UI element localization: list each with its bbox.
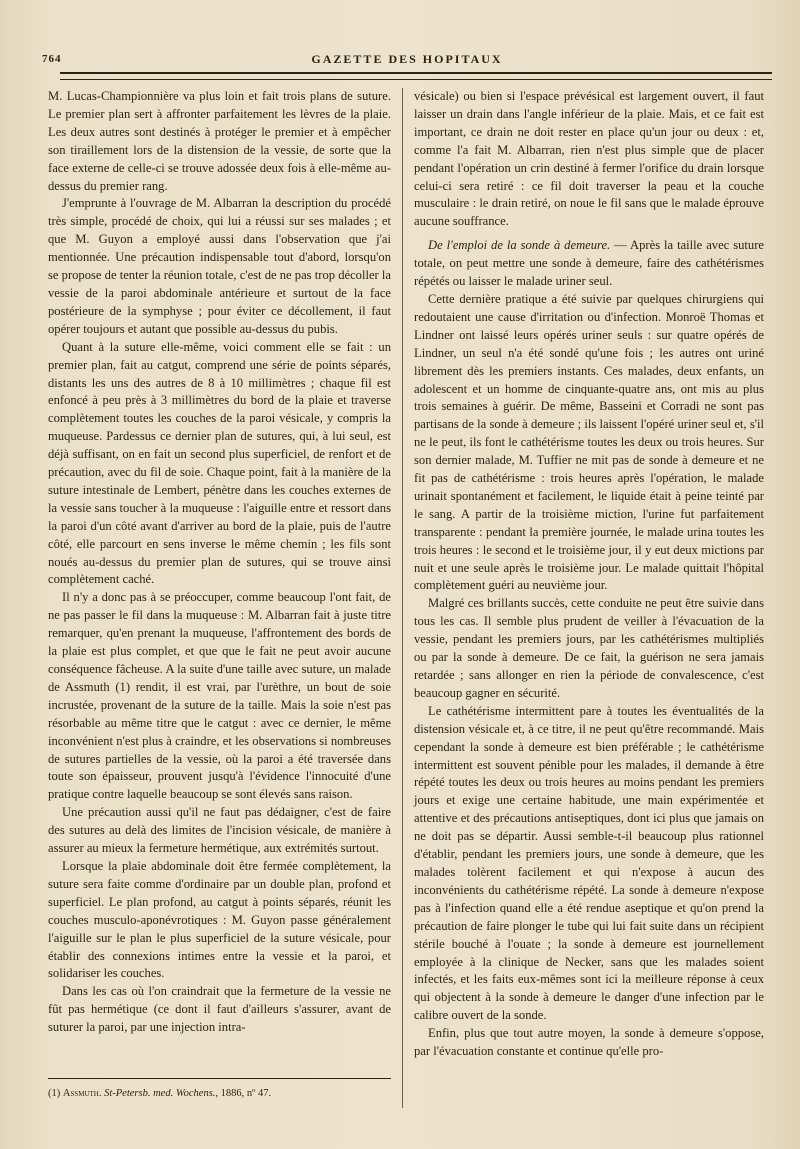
publication-title: GAZETTE DES HOPITAUX xyxy=(311,52,503,66)
page-number: 764 xyxy=(42,53,62,65)
paragraph: vésicale) ou bien si l'espace prévésical est largement ouvert, il faut laisser un drain dans l'angle inférieur de la plaie. Mais, et ce fait est important, ce drain ne doit rester en place qu'un jour ou deux : et, comme l'a fait M. Albarran, rien n'est plus simple que de placer pendant l'opération un crin destiné à fermer l'orifice du drain lorsque celui-ci sera retiré : ce fil doit traverser la peau et la couche musculaire : le drain retiré, on noue le fil sans que le malade éprouve aucune souffrance. xyxy=(414,89,764,229)
paragraph: Malgré ces brillants succès, cette conduite ne peut être suivie dans tous les cas. Il semble plus prudent de veiller à l'évacuation de la vessie, pendant les premiers jours, par les cathétérismes multipliés ou par la sonde à demeure. De ce fait, la guérison ne sera jamais retardée ; sans allonger en rien la période de convalescence, c'est beaucoup gagner en sécurité. xyxy=(414,596,764,700)
left-column xyxy=(48,88,391,1037)
paragraph: Dans les cas où l'on craindrait que la fermeture de la vessie ne fût pas hermétique (ce dont il faut d'ailleurs s'assurer, avant de suturer la paroi, par une injection intra- xyxy=(48,984,391,1035)
footnote-source: St-Petersb. med. Wochens. xyxy=(104,1088,216,1099)
column-divider xyxy=(402,88,403,1108)
right-column xyxy=(414,88,764,1061)
section-text: Après la taille avec suture totale, on peut mettre une sonde à demeure, faire des cathétérismes répétés ou laisser le malade uriner seul. xyxy=(414,238,764,289)
paragraph: Lorsque la plaie abdominale doit être fermée complètement, la suture sera faite comme d'ordinaire par un double plan, profond et superficiel. Le plan profond, au catgut à points séparés, réunit les couches musculo-aponévrotiques : M. Guyon passe généralement l'aiguille sur le plan le plus superficiel de la suture vésicale, pour établir des connexions intimes entre la vessie et la paroi, et solidariser les couches. xyxy=(48,858,391,981)
footnote-marker: (1) xyxy=(48,1088,61,1099)
paragraph: Quant à la suture elle-même, voici comment elle se fait : un premier plan, fait au catgut, comprend une série de points séparés, distants les uns des autres de 8 à 10 millimètres ; chaque fil est enfoncé à peu près à 3 millimètres du bord de la plaie et traverse complètement toutes les couches de la paroi vésicale, y compris la muqueuse. Pardessus ce dernier plan de sutures, qui, à lui seul, est déjà suffisant, on en fait un second plus superficiel, de renfort et de précaution, avec du fil de soie. Chaque point, fait à la manière de la suture intestinale de Lembert, pénètre dans les couches externes de la vessie sans toucher à la muqueuse : l'aiguille entre et ressort dans la paroi d'un côté avant d'arriver au bord de la plaie, puis de l'autre côté, elle parcourt en sens inverse le même chemin ; les fils sont noués au-dessus du premier plan de sutures, qui se trouve ainsi complètement caché. xyxy=(48,339,391,587)
paragraph: Cette dernière pratique a été suivie par quelques chirurgiens qui redoutaient une cause d'irritation ou d'infection. Monroë Thomas et Lindner ont laissé leurs opérés uriner seuls : sur quatre opérés de Lindner, un seul n'a été sondé qu'une fois ; les autres ont uriné librement dès les premiers instants. Ces malades, deux enfants, un adolescent et un homme de cinquante-quatre ans, ont mis au plus trois semaines à guérir. De même, Basseini et Corradi ne sont pas partisans de la sonde à demeure ; ils laissent l'opéré uriner seul et, s'il ne le peut, ils font le cathétérisme toutes les deux ou trois heures. Sur son dernier malade, M. Tuffier ne mit pas de sonde à demeure et ne fit pas de cathétérisme : trois heures après l'opération, le malade urinait spontanément et facilement, le liquide était à peine teinté par le sang. A partir de la troisième miction, l'urine fut parfaitement transparente : pendant la première journée, le malade urina toutes les trois heures : le second et le troisième jour, il y eut deux mictions par nuit et une seule après le troisième jour. Le malade quittait l'hôpital complètement guéri au neuvième jour. xyxy=(414,291,764,593)
section-title: De l'emploi de la sonde à demeure. xyxy=(428,238,611,253)
header-double-rule xyxy=(60,72,772,80)
paragraph: Le cathétérisme intermittent pare à toutes les éventualités de la distension vésicale et, à ce titre, il ne peut qu'être recommandé. Mais cependant la sonde à demeure est bien préférable ; le cathétérisme intermittent est souvent pénible pour les malades, il demande à être répété toutes les deux ou trois heures au moins pendant les premiers jours et exige une certaine habitude, une main expérimentée et attentive et des précautions antiseptiques, dont ici plus que jamais on ne doit pas se départir. Aussi semble-t-il beaucoup plus rationnel d'établir, pendant les premiers jours, une sonde à demeure, que les malades tolèrent facilement et qui n'expose à aucun des inconvénients du cathétérisme répété. La sonde à demeure n'expose pas à l'infection quand elle a été rendue aseptique et qu'on prend la précaution de faire plonger le tube qui lui fait suite dans un récipient stérile bouché à l'ouate ; la sonde à demeure est journellement employée à la clinique de Necker, sans que les malades soient infectés, et les faits eux-mêmes sont ici la meilleure réponse à ceux qui objectent à la sonde à demeure le danger d'une infection par le calibre ouvert de la sonde. xyxy=(414,703,764,1023)
footnote-rule xyxy=(48,1078,391,1079)
paragraph: Il n'y a donc pas à se préoccuper, comme beaucoup l'ont fait, de ne pas passer le fil dans la muqueuse : M. Albarran fait à juste titre remarquer, qu'en prenant la muqueuse, l'affrontement des bords de la plaie est plus complet, et que que le fait ne peut avoir aucune conséquence fâcheuse. A la suite d'une taille avec suture, un malade de Assmuth (1) rendit, il est vrai, par l'urèthre, un bout de soie incrustée, provenant de la suture de la taille. Mais la soie n'est pas résorbable au même titre que le catgut : avec ce dernier, le même inconvénient n'est plus à craindre, et les observations si nombreuses de sutures partielles de la vessie, où la paroi a été traversée dans toute son épaisseur, prouvent jusqu'à l'évidence l'innocuité d'une pratique contre laquelle beaucoup se sont élevés sans raison. xyxy=(48,590,391,802)
section-dash: — xyxy=(610,238,631,253)
paragraph: Une précaution aussi qu'il ne faut pas dédaigner, c'est de faire des sutures au delà des limites de l'incision vésicale, de manière à assurer au mieux la fermeture hermétique, aux extrémités surtout. xyxy=(48,805,391,856)
paragraph: Enfin, plus que tout autre moyen, la sonde à demeure s'oppose, par l'évacuation constante et continue qu'elle pro- xyxy=(414,1026,764,1059)
footnote-author: Assmuth. xyxy=(62,1088,102,1099)
paragraph: J'emprunte à l'ouvrage de M. Albarran la description du procédé très simple, procédé de choix, qui lui a réussi sur ses malades ; et que M. Guyon a employé aussi dans l'observation que j'ai mentionnée. Une précaution indispensable tout d'abord, lorsqu'on se propose de tenter la réunion totale, c'est de ne pas trop décoller la vessie de la paroi abdominale antérieure et surtout de la face postérieure de la symphyse ; pour éviter ce décollement, il faut opérer toujours et autant que possible au-dessus du pubis. xyxy=(48,196,391,336)
footnote xyxy=(48,1087,391,1101)
section-paragraph xyxy=(414,237,764,291)
page-header xyxy=(42,50,772,72)
paragraph: M. Lucas-Championnière va plus loin et fait trois plans de suture. Le premier plan sert à affronter parfaitement les lèvres de la plaie. Les deux autres sont destinés à protéger le premier et à empêcher son tiraillement lors de la distension de la vessie, de sorte que la face externe de celle-ci se trouve adossée deux fois à elle-même au-dessus du premier rang. xyxy=(48,89,391,193)
footnote-detail: , 1886, nº 47. xyxy=(215,1088,272,1099)
